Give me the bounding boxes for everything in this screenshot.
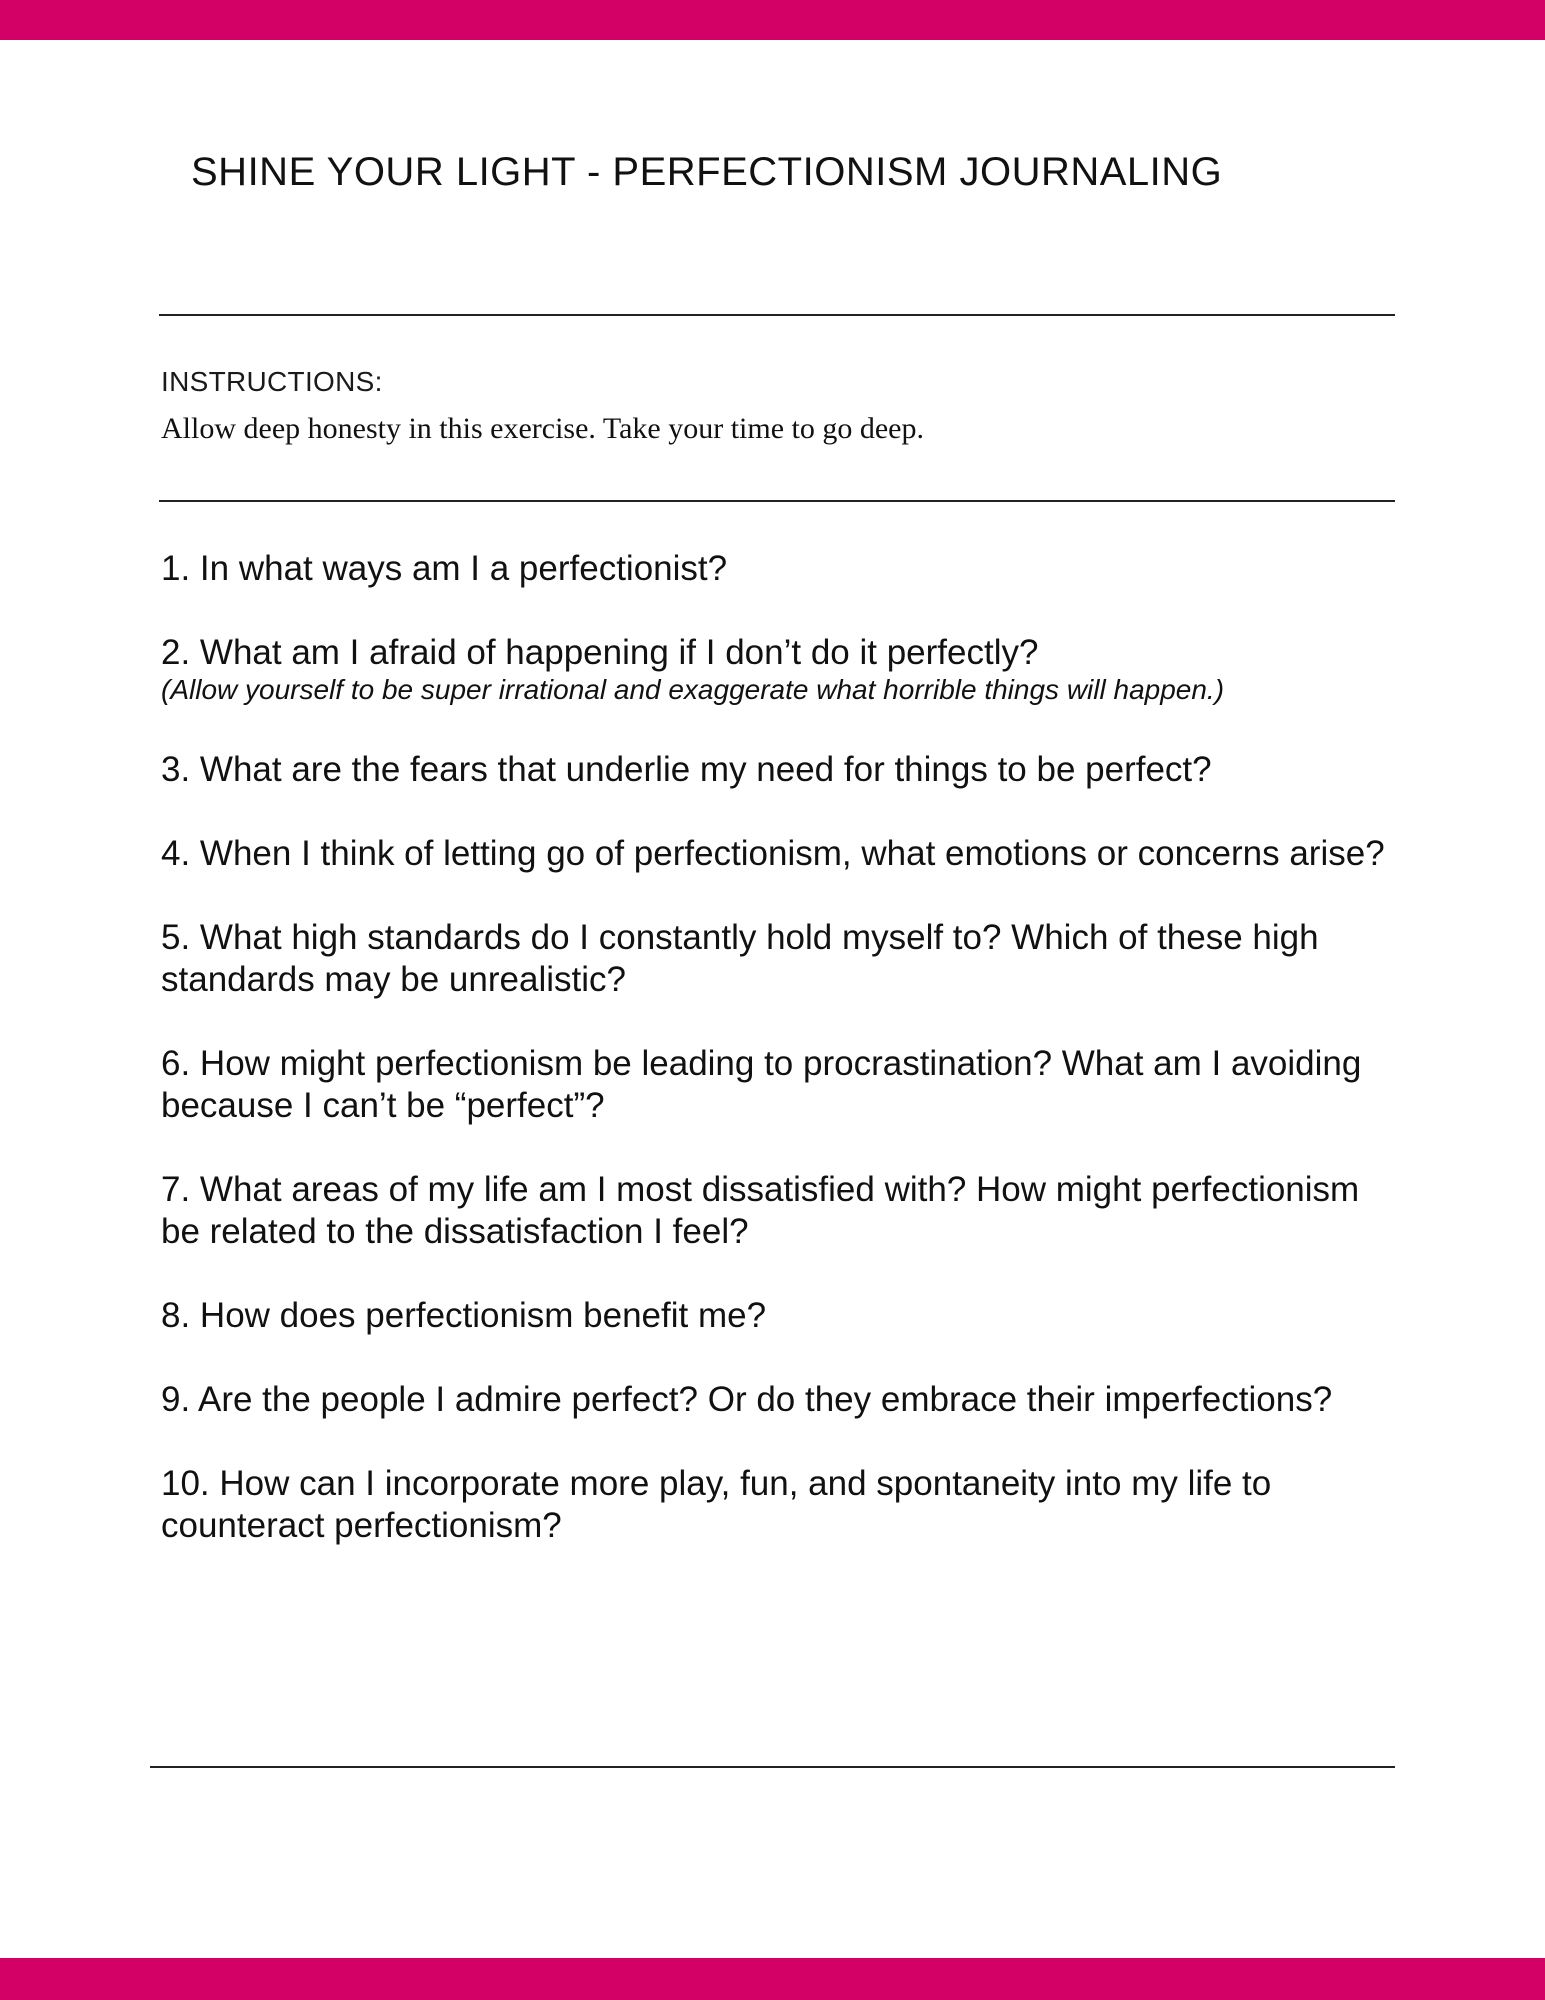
top-accent-bar (0, 0, 1545, 40)
question-item (161, 1379, 1401, 1421)
question-item (161, 632, 1401, 707)
page-title: SHINE YOUR LIGHT - PERFECTIONISM JOURNALING (191, 150, 1223, 194)
question-text: 3. What are the fears that underlie my need for things to be perfect? (161, 750, 1212, 789)
question-text: 2. What am I afraid of happening if I don’t do it perfectly? (161, 633, 1039, 672)
question-list (161, 548, 1401, 1589)
question-item (161, 1043, 1401, 1127)
question-item (161, 1295, 1401, 1337)
question-item (161, 1169, 1401, 1253)
divider-bottom (150, 1766, 1395, 1768)
question-text: 7. What areas of my life am I most dissatisfied with? How might perfectionism be related to the dissatisfaction I feel? (161, 1170, 1360, 1251)
divider-middle (159, 500, 1395, 502)
question-text: 1. In what ways am I a perfectionist? (161, 549, 728, 588)
divider-top (159, 314, 1395, 316)
question-item (161, 833, 1401, 875)
bottom-accent-bar (0, 1958, 1545, 2000)
instructions-heading: INSTRUCTIONS: (161, 366, 383, 397)
question-text: 5. What high standards do I constantly hold myself to? Which of these high standards may be unrealistic? (161, 918, 1319, 999)
question-text: 10. How can I incorporate more play, fun, and spontaneity into my life to counteract perfectionism? (161, 1464, 1272, 1545)
question-item (161, 749, 1401, 791)
question-item (161, 1463, 1401, 1547)
question-text: 6. How might perfectionism be leading to procrastination? What am I avoiding because I can’t be “perfect”? (161, 1044, 1362, 1125)
question-item (161, 917, 1401, 1001)
instructions-text: Allow deep honesty in this exercise. Take your time to go deep. (161, 412, 924, 445)
question-text: 4. When I think of letting go of perfectionism, what emotions or concerns arise? (161, 834, 1385, 873)
question-item (161, 548, 1401, 590)
question-text: 8. How does perfectionism benefit me? (161, 1296, 767, 1335)
question-note: (Allow yourself to be super irrational and exaggerate what horrible things will happen.) (161, 674, 1225, 705)
question-text: 9. Are the people I admire perfect? Or do they embrace their imperfections? (161, 1380, 1333, 1419)
